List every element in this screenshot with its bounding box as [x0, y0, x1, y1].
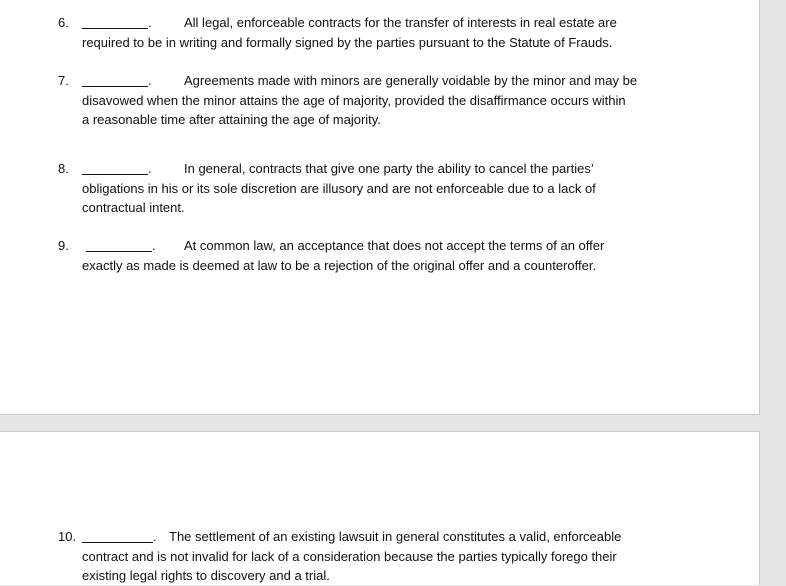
question-text-line: a reasonable time after attaining the age of majority.: [82, 112, 381, 127]
question-number: 7.: [58, 73, 69, 88]
question-text-continuation: [82, 33, 672, 53]
question-number: 6.: [58, 15, 69, 30]
question-text-line: required to be in writing and formally signed by the parties pursuant to the Statute of Frauds.: [82, 34, 613, 50]
question-text-continuation: [82, 179, 672, 218]
question-text-first-line: Agreements made with minors are generally voidable by the minor and may be: [184, 73, 638, 88]
answer-period: .: [148, 15, 152, 30]
question-text-first-line: At common law, an acceptance that does not accept the terms of an offer: [184, 238, 605, 253]
question-number: 9.: [58, 238, 69, 253]
answer-period: .: [148, 73, 152, 88]
question-text-continuation: [82, 256, 672, 276]
question-text-continuation: [82, 547, 672, 586]
document-canvas-margin: [760, 0, 786, 584]
question-number: 8.: [58, 161, 69, 176]
answer-period: .: [153, 529, 157, 544]
answer-blank[interactable]: [86, 236, 152, 252]
question-text-first-line: In general, contracts that give one party the ability to cancel the parties’: [184, 161, 594, 176]
question-text-continuation: [82, 91, 672, 130]
question-text-line: contractual intent.: [82, 200, 185, 215]
document-page-2: [0, 431, 760, 585]
answer-period: .: [152, 238, 156, 253]
answer-blank[interactable]: [82, 159, 148, 175]
answer-blank[interactable]: [82, 71, 148, 87]
answer-period: .: [148, 161, 152, 176]
question-number: 10.: [58, 529, 77, 544]
question-text-line: exactly as made is deemed at law to be a rejection of the original offer and a counteroffer.: [82, 257, 597, 273]
question-text-line: existing legal rights to discovery and a trial.: [82, 568, 330, 583]
question-text-first-line: All legal, enforceable contracts for the transfer of interests in real estate are: [184, 15, 617, 30]
question-text-line: disavowed when the minor attains the age of majority, provided the disaffirmance occurs within: [82, 92, 626, 108]
answer-blank[interactable]: [82, 13, 148, 29]
question-text-line: obligations in his or its sole discretion are illusory and are not enforceable due to a lack of: [82, 180, 596, 196]
answer-blank[interactable]: [82, 527, 153, 543]
question-text-first-line: The settlement of an existing lawsuit in general constitutes a valid, enforceable: [169, 529, 622, 544]
question-text-line: contract and is not invalid for lack of a consideration because the parties typically forego their: [82, 548, 617, 564]
